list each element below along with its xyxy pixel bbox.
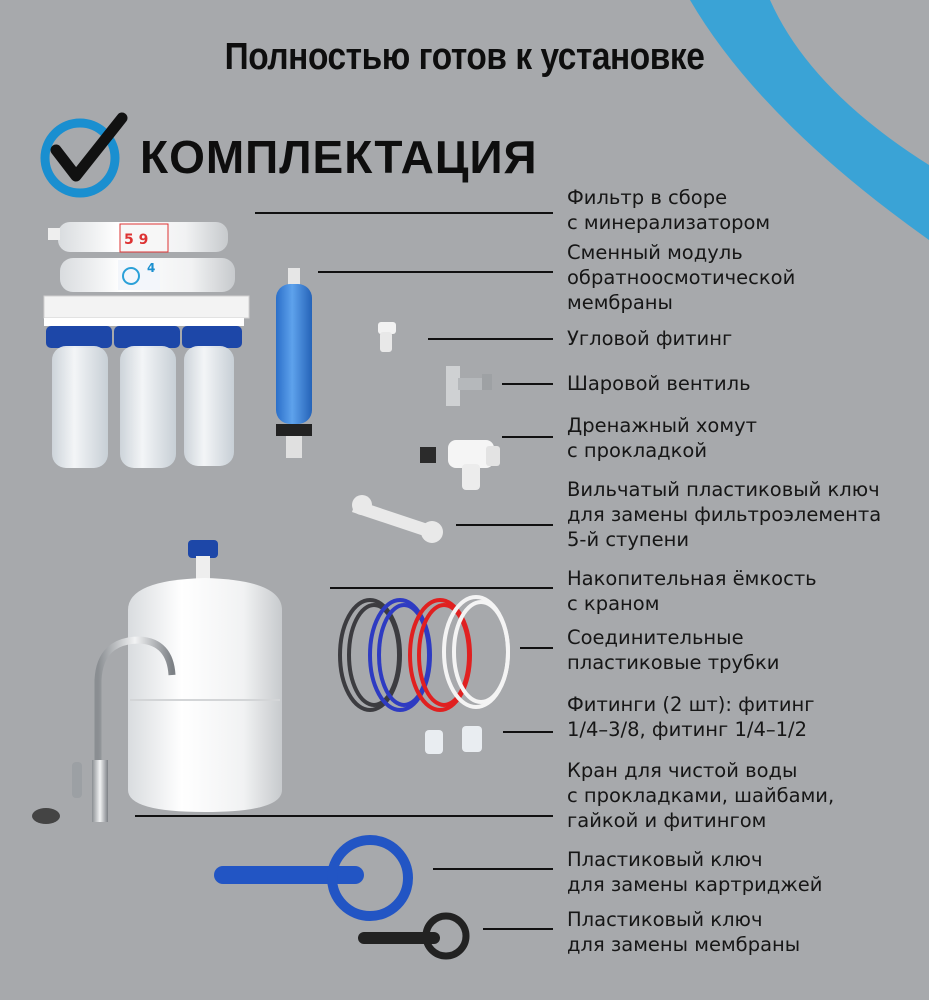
ball-valve-illustration <box>446 366 492 406</box>
tubes-illustration <box>340 597 508 710</box>
item-line: Сменный модуль <box>567 241 743 264</box>
item-line: Фитинги (2 шт): фитинг <box>567 693 815 716</box>
item-ball-valve <box>567 371 917 396</box>
item-line: для замены мембраны <box>567 933 801 956</box>
item-line: пластиковые трубки <box>567 651 780 674</box>
drain-clamp-illustration <box>420 440 500 490</box>
section-title: КОМПЛЕКТАЦИЯ <box>140 131 538 183</box>
item-line: Дренажный хомут <box>567 414 757 437</box>
item-line: Соединительные <box>567 626 744 649</box>
item-membrane-module <box>567 240 917 315</box>
item-membrane-wrench <box>567 907 917 957</box>
item-line: с минерализатором <box>567 211 771 234</box>
item-fork-wrench <box>567 477 917 552</box>
fittings-illustration <box>425 726 482 754</box>
membrane-module-illustration <box>276 268 312 458</box>
cartridge-wrench-illustration <box>214 840 408 916</box>
item-line: 5-й ступени <box>567 528 690 551</box>
item-cartridge-wrench <box>567 847 917 897</box>
svg-text:5 9: 5 9 <box>124 232 149 248</box>
filter-assembly-illustration <box>44 222 249 468</box>
item-drain-clamp <box>567 413 917 463</box>
item-line: с прокладкой <box>567 439 708 462</box>
storage-tank-illustration <box>128 540 282 812</box>
fork-wrench-illustration <box>352 495 443 543</box>
item-line: с краном <box>567 592 660 615</box>
item-line: Угловой фитинг <box>567 327 733 350</box>
item-line: с прокладками, шайбами, <box>567 784 835 807</box>
svg-text:4: 4 <box>147 261 156 275</box>
item-storage-tank <box>567 566 917 616</box>
item-filter-assembly <box>567 185 917 235</box>
item-line: Шаровой вентиль <box>567 372 751 395</box>
item-line: обратноосмотической <box>567 266 796 289</box>
item-line: Кран для чистой воды <box>567 759 798 782</box>
item-tubes <box>567 625 917 675</box>
item-line: мембраны <box>567 291 673 314</box>
item-line: Пластиковый ключ <box>567 848 763 871</box>
item-faucet <box>567 758 917 833</box>
item-line: 1/4–3/8, фитинг 1/4–1/2 <box>567 718 807 741</box>
item-line: Вильчатый пластиковый ключ <box>567 478 880 501</box>
page-title: Полностью готов к установке <box>224 36 705 78</box>
item-line: для замены картриджей <box>567 873 823 896</box>
membrane-wrench-illustration <box>358 916 466 956</box>
item-line: для замены фильтроэлемента <box>567 503 882 526</box>
item-line: Пластиковый ключ <box>567 908 763 931</box>
item-line: Накопительная ёмкость <box>567 567 817 590</box>
item-line: гайкой и фитингом <box>567 809 767 832</box>
item-fittings <box>567 692 917 742</box>
item-line: Фильтр в сборе <box>567 186 728 209</box>
check-circle-icon <box>45 118 122 193</box>
angle-fitting-illustration <box>378 322 396 352</box>
item-angle-fitting <box>567 326 917 351</box>
